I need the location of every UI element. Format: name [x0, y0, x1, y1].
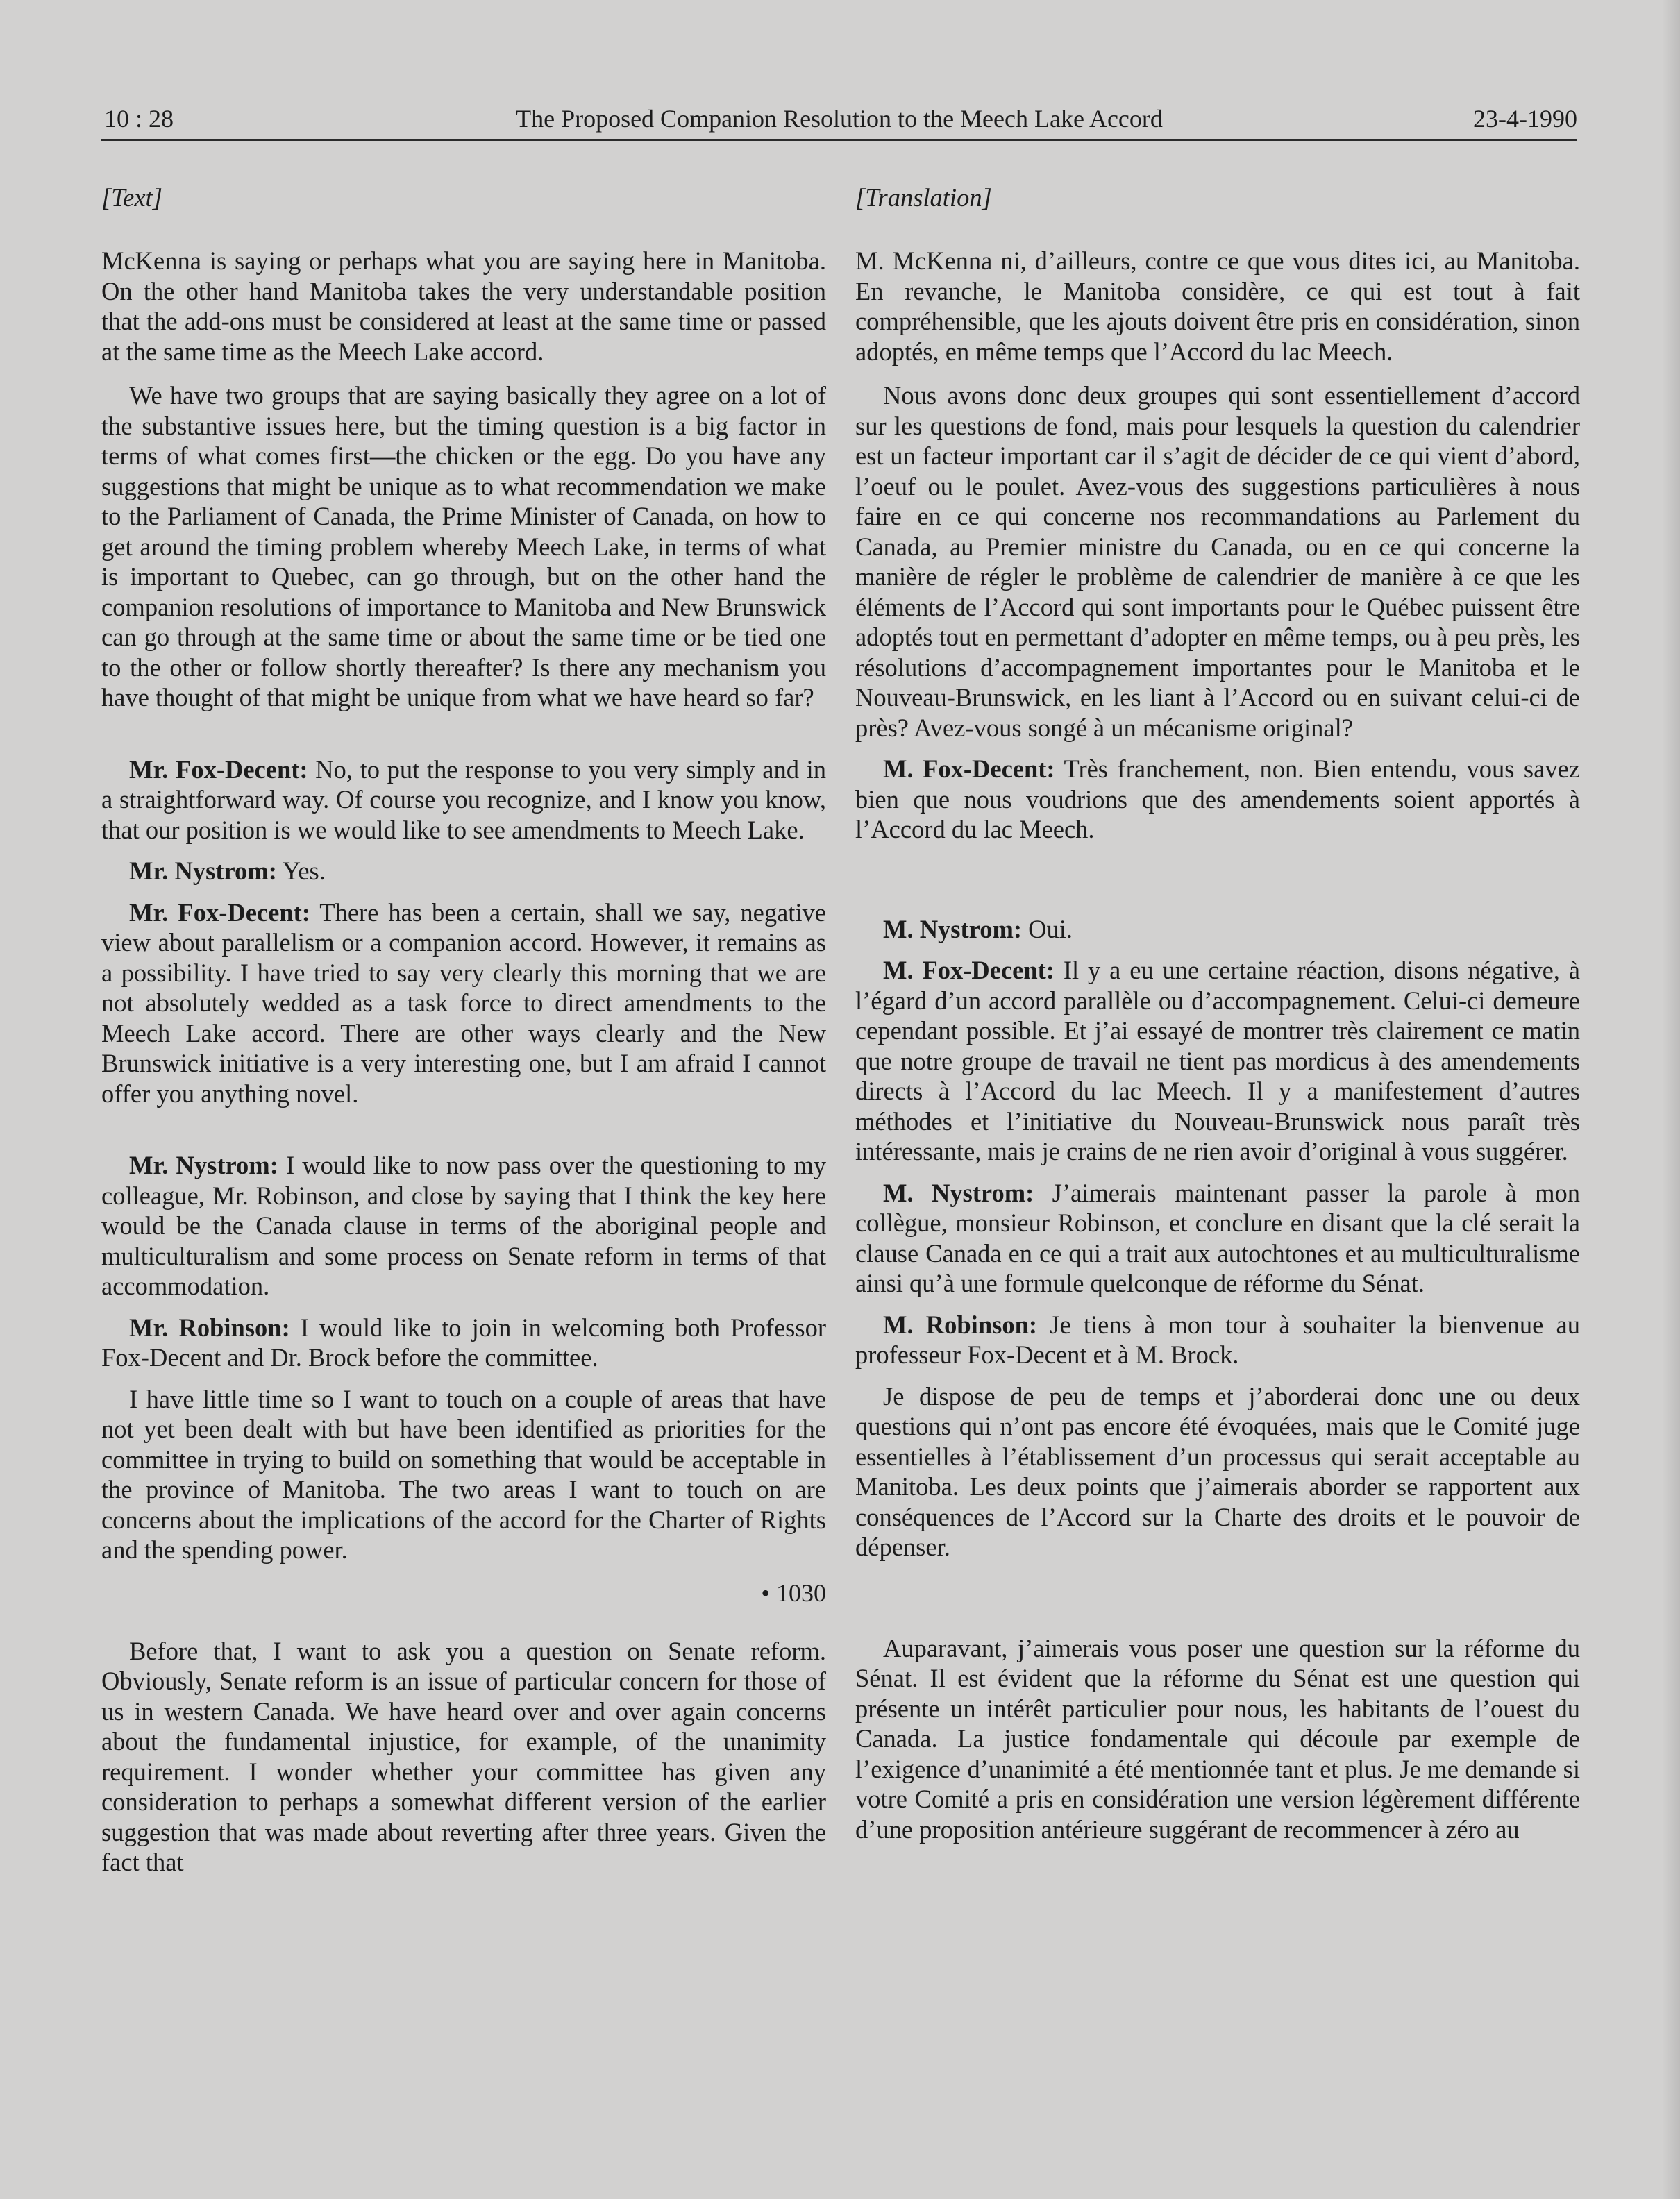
speaker-name: Mr. Fox-Decent: [129, 755, 308, 784]
speech-fox-decent: M. Fox-Decent: Très franchement, non. Bien entendu, vous savez bien que nous voudrions que des amendements soient apportés à l’Accord du lac Meech. [855, 755, 1580, 843]
speech-nystrom: Mr. Nystrom: Yes. [129, 857, 326, 885]
paragraph: I have little time so I want to touch on a couple of areas that have not yet been dealt with but have been identified as priorities for the committee in trying to build on something that would be acceptable in the province of Manitoba. The two areas I want to touch on are concerns about the implications of the accord for the Charter of Rights and the spending power. [101, 1384, 826, 1564]
page-edge-shadow [1662, 0, 1680, 2199]
speech-fox-decent: Mr. Fox-Decent: No, to put the response to you very simply and in a straightforward way. Of course you recognize, and I know you know, that our position is we would like to see amendments to Meech Lake. [101, 755, 826, 844]
speaker-name: Mr. Nystrom: [129, 857, 277, 885]
french-column [855, 182, 1580, 1844]
document-title: The Proposed Companion Resolution to the Meech Lake Accord [516, 105, 1163, 133]
translation-column-heading: [Translation] [855, 183, 992, 212]
paragraph: Je dispose de peu de temps et j’aborderai donc une ou deux questions qui n’ont pas encore été évoquées, mais que le Comité juge essentielles à l’établissement d’un processus qui serait acceptable au Manitoba. Les deux points que j’aimerais aborder se rapportent aux conséquences de l’Accord sur la Charte des droits et le pouvoir de dépenser. [855, 1381, 1580, 1561]
paragraph: Nous avons donc deux groupes qui sont essentiellement d’accord sur les questions de fond, mais pour lesquels la question du calendrier est un facteur important car il s’agit de décider de ce qui vient d’abord, l’oeuf ou le poulet. Avez-vous des suggestions particulières à nous faire en ce qui concerne nos recommandations au Parlement du Canada, au Premier ministre du Canada, ou en ce qui concerne la manière de régler le problème de calendrier de manière à ce que les éléments de l’Accord qui sont importants pour le Québec puissent être adoptés tout en permettant d’adopter en même temps, ou à peu près, les résolutions d’accompagnement importantes pour le Manitoba et le Nouveau-Brunswick, en les liant à l’Accord ou en suivant celui-ci de près? Avez-vous songé à un mécanisme original? [855, 381, 1580, 742]
speech-robinson: Mr. Robinson: I would like to join in welcoming both Professor Fox-Decent and Dr. Brock before the committee. [101, 1313, 827, 1372]
paragraph: Before that, I want to ask you a question on Senate reform. Obviously, Senate reform is an issue of particular concern for those of us in western Canada. We have heard over and over again concerns about the fundamental injustice, for example, of the unanimity requirement. I wonder whether your committee has given any consideration to perhaps a somewhat different version of the earlier suggestion that was made about reverting after three years. Given the fact that [101, 1636, 826, 1876]
time-marker: • 1030 [761, 1578, 826, 1607]
speech-nystrom: M. Nystrom: Oui. [883, 914, 1073, 943]
speaker-name: Mr. Robinson: [129, 1313, 290, 1342]
speech-fox-decent: M. Fox-Decent: Il y a eu une certaine réaction, disons négative, à l’égard d’un accord parallèle ou d’accompagnement. Celui-ci demeure cependant possible. Et j’ai essayé de montrer très clairement ce matin que notre groupe de travail ne tient pas mordicus à des amendements directs à l’Accord du lac Meech. Il y a manifestement d’autres méthodes et l’initiative du Nouveau-Brunswick nous paraît très intéressante, mais je crains de ne rien avoir d’original à vous suggérer. [855, 956, 1580, 1165]
speech-robinson: M. Robinson: Je tiens à mon tour à souhaiter la bienvenue au professeur Fox-Decent et à M. Brock. [855, 1310, 1580, 1369]
speaker-name: M. Fox-Decent: [883, 755, 1055, 783]
paragraph: McKenna is saying or perhaps what you are saying here in Manitoba. On the other hand Manitoba takes the very understandable position that the add-ons must be considered at least at the same time or passed at the same time as the Meech Lake accord. [101, 246, 826, 366]
speaker-name: M. Robinson: [883, 1310, 1038, 1339]
paragraph: M. McKenna ni, d’ailleurs, contre ce que vous dites ici, au Manitoba. En revanche, le Manitoba considère, ce qui est tout à fait compréhensible, que les ajouts doivent être pris en considération, sinon adoptés, en même temps que l’Accord du lac Meech. [855, 246, 1580, 366]
speech-nystrom: M. Nystrom: J’aimerais maintenant passer la parole à mon collègue, monsieur Robinson, et conclure en disant que la clé serait la clause Canada en ce qui a trait aux autochtones et au multiculturalisme ainsi qu’à une formule quelconque de réforme du Sénat. [855, 1178, 1580, 1297]
text-column-heading: [Text] [101, 183, 162, 212]
paragraph: We have two groups that are saying basically they agree on a lot of the substantive issues here, but the timing question is a big factor in terms of what comes first—the chicken or the egg. Do you have any suggestions that might be unique as to what recommendation we make to the Parliament of Canada, the Prime Minister of Canada, on how to get around the timing problem whereby Meech Lake, in terms of what is important to Quebec, can go through, but on the other hand the companion resolutions of importance to Manitoba and New Brunswick can go through at the same time or about the same time or be tied one to the other or follow shortly thereafter? Is there any mechanism you have thought of that might be unique from what we have heard so far? [101, 381, 826, 711]
english-column [101, 182, 826, 1878]
speaker-name: M. Fox-Decent: [883, 956, 1055, 984]
speaker-name: Mr. Fox-Decent: [129, 898, 310, 927]
speaker-name: M. Nystrom: [883, 1178, 1034, 1207]
page-number: 10 : 28 [104, 105, 174, 133]
speaker-name: M. Nystrom: [883, 914, 1023, 943]
paragraph: Auparavant, j’aimerais vous poser une question sur la réforme du Sénat. Il est évident que la réforme du Sénat est une question qui présente un intérêt particulier pour nous, les habitants de l’ouest du Canada. La justice fondamentale qui découle par exemple de l’exigence d’unanimité a été mentionnée tant et plus. Je me demande si votre Comité a pris en considération une version légèrement différente d’une proposition antérieure suggérant de recommencer à zéro au [855, 1633, 1580, 1844]
speech-fox-decent: Mr. Fox-Decent: There has been a certain, shall we say, negative view about parallelism or a companion accord. However, it remains as a possibility. I have tried to say very clearly this morning that we are not absolutely wedded as a task force to direct amendments to the Meech Lake accord. There are other ways clearly and the New Brunswick initiative is a very interesting one, but I am afraid I cannot offer you anything novel. [101, 898, 827, 1108]
speech-nystrom: Mr. Nystrom: I would like to now pass over the questioning to my colleague, Mr. Robinson, and close by saying that I think the key here would be the Canada clause in terms of the aboriginal people and multiculturalism and some process on Senate reform in terms of that accommodation. [101, 1151, 826, 1300]
speaker-name: Mr. Nystrom: [129, 1151, 278, 1179]
page-header [101, 101, 1577, 141]
document-date: 23-4-1990 [1473, 105, 1577, 133]
